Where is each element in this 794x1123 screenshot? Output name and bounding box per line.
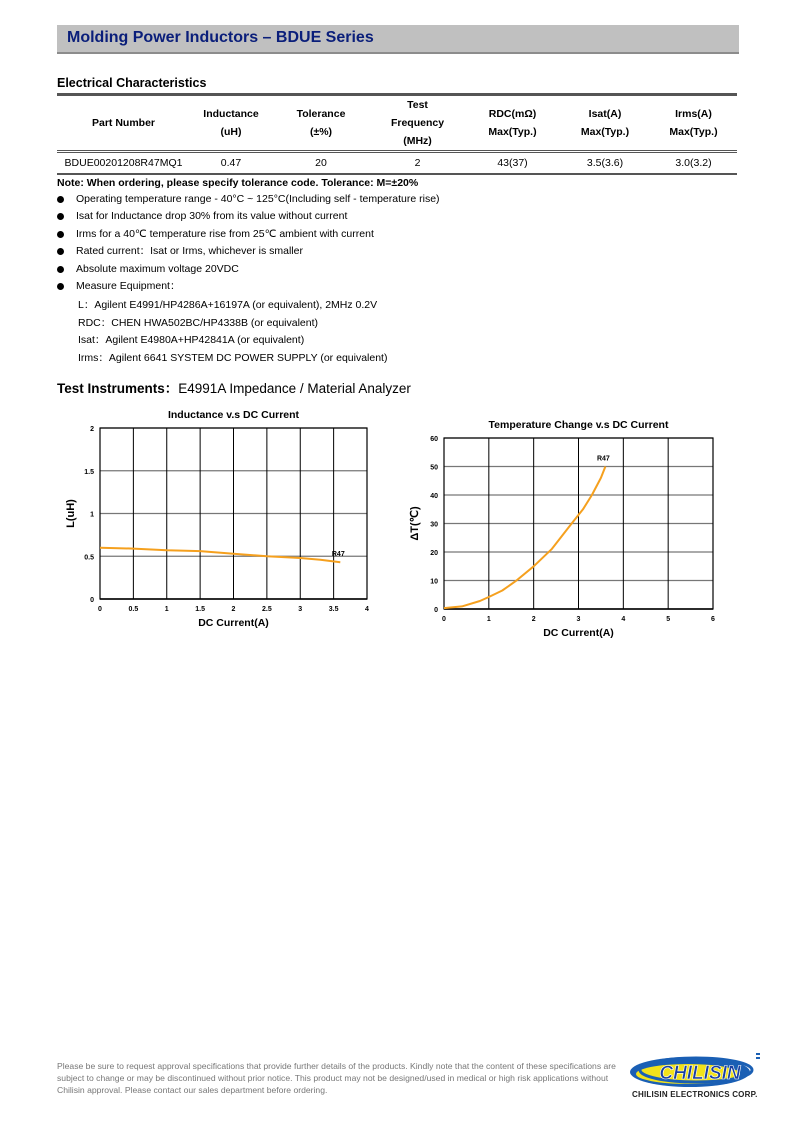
table-cell: 3.0(3.2) — [650, 152, 737, 175]
y-tick-label: 1.5 — [84, 468, 94, 476]
x-tick-label: 2.5 — [262, 606, 272, 613]
x-tick-label: 5 — [666, 616, 671, 623]
table-header-row — [57, 95, 737, 152]
y-tick-label: 30 — [430, 521, 438, 529]
table-cell: 20 — [272, 152, 370, 175]
y-tick-label: 20 — [430, 550, 438, 557]
bullet-icon — [57, 283, 64, 290]
y-tick-label: 1 — [90, 511, 94, 519]
y-tick-label: 10 — [430, 578, 438, 586]
table-cell: 43(37) — [465, 152, 560, 175]
list-item: Operating temperature range - 40°C ~ 125°C(Including self - temperature rise) — [57, 191, 440, 208]
equipment-isat: Isat：Agilent E4980A+HP42841A (or equivalent) — [78, 334, 305, 346]
x-axis-label: DC Current(A) — [543, 627, 614, 639]
chart-title: Inductance v.s DC Current — [167, 409, 300, 421]
x-tick-label: 0.5 — [128, 606, 139, 613]
y-tick-label: 2 — [90, 426, 94, 433]
test-instruments-value: E4991A Impedance / Material Analyzer — [178, 381, 411, 396]
list-item: Isat for Inductance drop 30% from its value without current — [57, 208, 440, 225]
x-tick-label: 3.5 — [328, 606, 339, 613]
y-tick-label: 0 — [90, 597, 94, 604]
temperature-chart — [400, 410, 730, 650]
list-item: Rated current：Isat or Irms, whichever is smaller — [57, 243, 440, 260]
list-item: Irms for a 40℃ temperature rise from 25℃ ambient with current — [57, 226, 440, 243]
column-header: Tolerance (±%) — [272, 95, 370, 152]
table-cell: 3.5(3.6) — [560, 152, 650, 175]
logo-wordmark: CHILISIN — [659, 1063, 741, 1084]
page-title-bar — [57, 25, 739, 54]
table-cell: 2 — [370, 152, 465, 175]
y-axis-label: ΔT(℃) — [409, 506, 421, 541]
column-header: RDC(mΩ) Max(Typ.) — [465, 95, 560, 152]
equipment-l: L：Agilent E4991/HP4286A+16197A (or equivalent), 2MHz 0.2V — [78, 299, 378, 311]
x-tick-label: 2 — [231, 606, 236, 613]
company-name: CHILISIN ELECTRONICS CORP. — [632, 1090, 758, 1099]
bullet-icon — [57, 266, 64, 273]
x-axis-label: DC Current(A) — [198, 617, 269, 629]
x-tick-label: 2 — [531, 616, 536, 623]
series-label: R47 — [331, 551, 345, 559]
x-tick-label: 0 — [98, 606, 102, 613]
electrical-characteristics-heading: Electrical Characteristics — [57, 76, 207, 90]
chart-title: Temperature Change v.s DC Current — [488, 419, 669, 431]
bullet-icon — [57, 248, 64, 255]
equipment-rdc: RDC：CHEN HWA502BC/HP4338B (or equivalent) — [78, 317, 319, 329]
series-line — [100, 548, 340, 563]
equipment-irms: Irms：Agilent 6641 SYSTEM DC POWER SUPPLY (or equivalent) — [78, 352, 388, 364]
bullet-icon — [57, 231, 64, 238]
footer-disclaimer: Please be sure to request approval specifications that provide further details of the products. Kindly note that the content of these specifications are subject to change or may be discontinued without prior notice. This product may not be designed/used in medical or high risk applications without Chilisin approval. Please contact our sales department before ordering. — [57, 1061, 616, 1095]
x-tick-label: 1 — [164, 606, 169, 613]
column-header: Part Number — [57, 95, 190, 152]
bullet-icon — [57, 213, 64, 220]
column-header: Test Frequency (MHz) — [370, 95, 465, 152]
y-tick-label: 60 — [430, 436, 438, 443]
x-tick-label: 1.5 — [195, 606, 205, 613]
test-instruments-label: Test Instruments： — [57, 381, 179, 396]
x-tick-label: 1 — [486, 616, 491, 623]
x-tick-label: 6 — [711, 616, 715, 623]
ordering-note: Note: When ordering, please specify tolerance code. Tolerance: M=±20% — [57, 177, 419, 189]
test-instruments — [57, 377, 411, 397]
table-cell: 0.47 — [190, 152, 272, 175]
page-title: Molding Power Inductors – BDUE Series — [67, 29, 374, 46]
x-tick-label: 3 — [298, 606, 303, 613]
electrical-characteristics-table — [57, 93, 737, 175]
x-tick-label: 4 — [621, 616, 626, 623]
y-tick-label: 0.5 — [84, 554, 94, 562]
y-tick-label: 50 — [430, 464, 438, 472]
y-axis-label: L(uH) — [65, 499, 77, 528]
spec-bullet-list — [57, 191, 440, 295]
column-header: Inductance (uH) — [190, 95, 272, 152]
y-tick-label: 40 — [430, 493, 438, 500]
table-cell: BDUE00201208R47MQ1 — [57, 152, 190, 175]
list-item: Measure Equipment： — [57, 278, 440, 295]
series-line — [444, 467, 605, 609]
column-header: Isat(A) Max(Typ.) — [560, 95, 650, 152]
list-item: Absolute maximum voltage 20VDC — [57, 261, 440, 278]
x-tick-label: 4 — [365, 606, 369, 613]
series-label: R47 — [596, 455, 610, 463]
y-tick-label: 0 — [434, 607, 438, 614]
column-header: Irms(A) Max(Typ.) — [650, 95, 737, 152]
x-tick-label: 3 — [576, 616, 581, 623]
table-row — [57, 152, 737, 175]
x-tick-label: 0 — [442, 616, 446, 623]
bullet-icon — [57, 196, 64, 203]
inductance-chart — [55, 400, 385, 640]
